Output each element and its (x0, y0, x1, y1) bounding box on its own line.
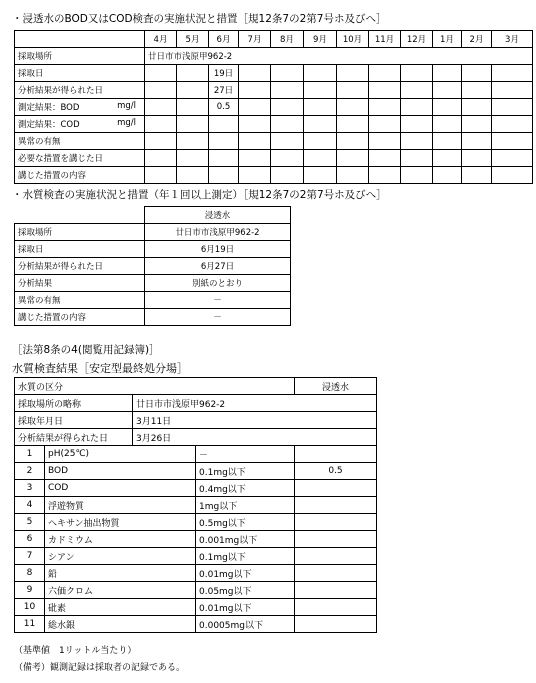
month-cell (209, 116, 239, 133)
item-standard: 0.0005mg以下 (196, 616, 295, 633)
month-cell (304, 133, 337, 150)
row-value: 6月19日 (145, 241, 291, 258)
item-standard: － (196, 446, 295, 463)
section1-title: ・浸透水のBOD又はCOD検査の実施状況と措置［規12条7の2第7号ホ及びへ］ (12, 13, 387, 25)
month-cell (401, 167, 433, 184)
month-cell (433, 116, 462, 133)
row-label (15, 167, 145, 184)
row-label-text: 分析結果が得られた日 (18, 86, 104, 96)
month-cell (492, 82, 533, 99)
table-row (15, 292, 291, 309)
note-standard: （基準値 1リットル当たり） (14, 646, 137, 656)
table-row (15, 133, 533, 150)
item-name: 総水銀 (45, 616, 196, 633)
item-standard: 0.01mg以下 (196, 599, 295, 616)
month-header: 4月 (145, 31, 177, 48)
section3-title: 水質検査結果［安定型最終処分場］ (12, 362, 188, 375)
item-result (295, 599, 377, 616)
month-header: 11月 (369, 31, 401, 48)
month-cell (177, 99, 209, 116)
item-result (295, 497, 377, 514)
note-remarks: （備考）観測記録は採取者の記録である。 (14, 663, 186, 673)
table-row (15, 565, 377, 582)
info-label: 採取年月日 (15, 412, 133, 429)
info-value: 3月11日 (133, 412, 377, 429)
item-standard: 0.05mg以下 (196, 582, 295, 599)
item-name: 鉛 (45, 565, 196, 582)
month-cell (462, 133, 492, 150)
table-row (15, 258, 291, 275)
table-row (15, 497, 377, 514)
month-cell (177, 82, 209, 99)
table-header-row (15, 207, 291, 224)
month-cell: 19日 (209, 65, 239, 82)
water-quality-table (14, 206, 291, 326)
month-cell (369, 167, 401, 184)
month-cell (369, 65, 401, 82)
table-row (15, 275, 291, 292)
month-cell (369, 99, 401, 116)
month-cell (239, 150, 271, 167)
table-row (15, 599, 377, 616)
table-row (15, 616, 377, 633)
item-result (295, 531, 377, 548)
month-cell (239, 167, 271, 184)
month-cell (271, 150, 304, 167)
month-cell (145, 116, 177, 133)
section2-title: ・水質検査の実施状況と措置（年１回以上測定）［規12条7の2第7号ホ及びへ］ (12, 189, 387, 201)
location-value: 廿日市市浅原甲962-2 (145, 48, 533, 65)
month-cell (177, 133, 209, 150)
header-blank (15, 207, 145, 224)
table-row (15, 548, 377, 565)
month-cell (433, 82, 462, 99)
row-label (15, 48, 145, 65)
month-cell (304, 116, 337, 133)
table-row (15, 167, 533, 184)
item-number: 6 (15, 531, 45, 548)
month-cell (492, 133, 533, 150)
month-cell (337, 116, 369, 133)
month-header: 5月 (177, 31, 209, 48)
month-header: 12月 (401, 31, 433, 48)
item-number: 1 (15, 446, 45, 463)
month-cell (271, 133, 304, 150)
row-label-text: 必要な措置を講じた日 (18, 154, 104, 164)
month-cell (462, 65, 492, 82)
item-result (295, 548, 377, 565)
item-name: BOD (45, 463, 196, 480)
table-row (15, 395, 377, 412)
month-cell (145, 65, 177, 82)
item-number: 10 (15, 599, 45, 616)
month-cell (209, 133, 239, 150)
month-cell (145, 82, 177, 99)
row-label-text: 測定結果：COD (18, 120, 80, 130)
item-result (295, 582, 377, 599)
month-cell (337, 133, 369, 150)
row-label: 異常の有無 (15, 292, 145, 309)
row-label (15, 150, 145, 167)
month-cell (271, 116, 304, 133)
row-label (15, 116, 145, 133)
row-value: 廿日市市浅原甲962-2 (145, 224, 291, 241)
month-cell: 0.5 (209, 99, 239, 116)
row-label (15, 65, 145, 82)
month-cell (304, 65, 337, 82)
month-cell (209, 150, 239, 167)
item-name: 砒素 (45, 599, 196, 616)
item-number: 7 (15, 548, 45, 565)
table-row (15, 446, 377, 463)
month-cell (177, 150, 209, 167)
table-row (15, 82, 533, 99)
month-cell (433, 65, 462, 82)
month-cell (271, 65, 304, 82)
item-result (295, 446, 377, 463)
row-label-text: 採取場所 (18, 52, 53, 62)
table-row (15, 309, 291, 326)
table-header-row (15, 31, 533, 48)
month-header: 1月 (433, 31, 462, 48)
month-cell (239, 133, 271, 150)
month-cell (369, 82, 401, 99)
month-cell (337, 150, 369, 167)
month-cell (369, 116, 401, 133)
month-cell (433, 133, 462, 150)
table-row (15, 582, 377, 599)
header-label: 水質の区分 (15, 378, 295, 395)
month-cell (145, 150, 177, 167)
info-label: 採取場所の略称 (15, 395, 133, 412)
row-label-text: 講じた措置の内容 (18, 171, 87, 181)
month-cell (462, 150, 492, 167)
month-cell (337, 167, 369, 184)
item-result (295, 514, 377, 531)
month-cell (433, 150, 462, 167)
month-cell (337, 99, 369, 116)
month-header: 3月 (492, 31, 533, 48)
item-standard: 0.1mg以下 (196, 548, 295, 565)
month-cell (177, 116, 209, 133)
item-number: 4 (15, 497, 45, 514)
month-cell (401, 133, 433, 150)
month-cell (462, 116, 492, 133)
table-row (15, 65, 533, 82)
table-row (15, 116, 533, 133)
row-value: 別紙のとおり (145, 275, 291, 292)
item-standard: 0.4mg以下 (196, 480, 295, 497)
item-name: カドミウム (45, 531, 196, 548)
header-blank (15, 31, 145, 48)
law-reference: ［法第8条の4(閲覧用記録簿)］ (12, 344, 160, 356)
month-cell (271, 99, 304, 116)
row-label: 講じた措置の内容 (15, 309, 145, 326)
month-cell (239, 82, 271, 99)
row-label: 分析結果 (15, 275, 145, 292)
month-cell (401, 65, 433, 82)
month-header: 8月 (271, 31, 304, 48)
month-header: 6月 (209, 31, 239, 48)
row-label (15, 99, 145, 116)
month-cell (239, 116, 271, 133)
month-cell (304, 99, 337, 116)
info-value: 3月26日 (133, 429, 377, 446)
row-label (15, 133, 145, 150)
table-row (15, 480, 377, 497)
month-cell (271, 167, 304, 184)
table-header-row (15, 378, 377, 395)
month-cell (145, 167, 177, 184)
row-label-text: 測定結果：BOD (18, 103, 80, 113)
table-row (15, 514, 377, 531)
table-row (15, 224, 291, 241)
month-cell (492, 167, 533, 184)
month-cell: 27日 (209, 82, 239, 99)
month-cell (304, 150, 337, 167)
row-label-text: 採取日 (18, 69, 44, 79)
item-name: 六価クロム (45, 582, 196, 599)
column-header: 浸透水 (145, 207, 291, 224)
month-header: 9月 (304, 31, 337, 48)
item-number: 5 (15, 514, 45, 531)
table-row (15, 429, 377, 446)
month-cell (145, 99, 177, 116)
item-standard: 0.1mg以下 (196, 463, 295, 480)
item-name: シアン (45, 548, 196, 565)
row-label: 分析結果が得られた日 (15, 258, 145, 275)
table-row (15, 412, 377, 429)
item-result: 0.5 (295, 463, 377, 480)
month-cell (209, 167, 239, 184)
item-name: 浮遊物質 (45, 497, 196, 514)
month-cell (337, 82, 369, 99)
column-header: 浸透水 (295, 378, 377, 395)
month-cell (492, 116, 533, 133)
row-value: 6月27日 (145, 258, 291, 275)
table-row (15, 99, 533, 116)
item-name: pH(25℃) (45, 446, 196, 463)
month-cell (492, 99, 533, 116)
table-row (15, 48, 533, 65)
month-cell (337, 65, 369, 82)
month-header: 7月 (239, 31, 271, 48)
month-cell (433, 99, 462, 116)
row-label: 採取日 (15, 241, 145, 258)
month-cell (462, 167, 492, 184)
water-results-table (14, 377, 377, 633)
month-cell (239, 65, 271, 82)
month-cell (492, 150, 533, 167)
month-cell (177, 167, 209, 184)
month-header: 10月 (337, 31, 369, 48)
month-cell (401, 99, 433, 116)
item-result (295, 616, 377, 633)
item-number: 11 (15, 616, 45, 633)
unit-label: mg/l (117, 118, 136, 128)
item-result (295, 565, 377, 582)
month-header: 2月 (462, 31, 492, 48)
month-cell (401, 82, 433, 99)
info-label: 分析結果が得られた日 (15, 429, 133, 446)
table-row (15, 531, 377, 548)
table-row (15, 241, 291, 258)
month-cell (369, 133, 401, 150)
item-name: COD (45, 480, 196, 497)
bod-cod-table (14, 30, 533, 184)
row-value: － (145, 292, 291, 309)
item-standard: 0.01mg以下 (196, 565, 295, 582)
item-number: 8 (15, 565, 45, 582)
item-standard: 1mg以下 (196, 497, 295, 514)
item-standard: 0.001mg以下 (196, 531, 295, 548)
month-cell (401, 116, 433, 133)
row-value: － (145, 309, 291, 326)
month-cell (304, 167, 337, 184)
month-cell (492, 65, 533, 82)
item-result (295, 480, 377, 497)
row-label-text: 異常の有無 (18, 137, 61, 147)
month-cell (369, 150, 401, 167)
month-cell (462, 82, 492, 99)
item-standard: 0.5mg以下 (196, 514, 295, 531)
month-cell (239, 99, 271, 116)
item-number: 9 (15, 582, 45, 599)
row-label: 採取場所 (15, 224, 145, 241)
month-cell (271, 82, 304, 99)
row-label (15, 82, 145, 99)
unit-label: mg/l (117, 101, 136, 111)
item-number: 2 (15, 463, 45, 480)
item-name: ヘキサン抽出物質 (45, 514, 196, 531)
month-cell (433, 167, 462, 184)
table-row (15, 150, 533, 167)
month-cell (462, 99, 492, 116)
month-cell (177, 65, 209, 82)
table-row (15, 463, 377, 480)
info-value: 廿日市市浅原甲962-2 (133, 395, 377, 412)
month-cell (304, 82, 337, 99)
month-cell (401, 150, 433, 167)
month-cell (145, 133, 177, 150)
item-number: 3 (15, 480, 45, 497)
